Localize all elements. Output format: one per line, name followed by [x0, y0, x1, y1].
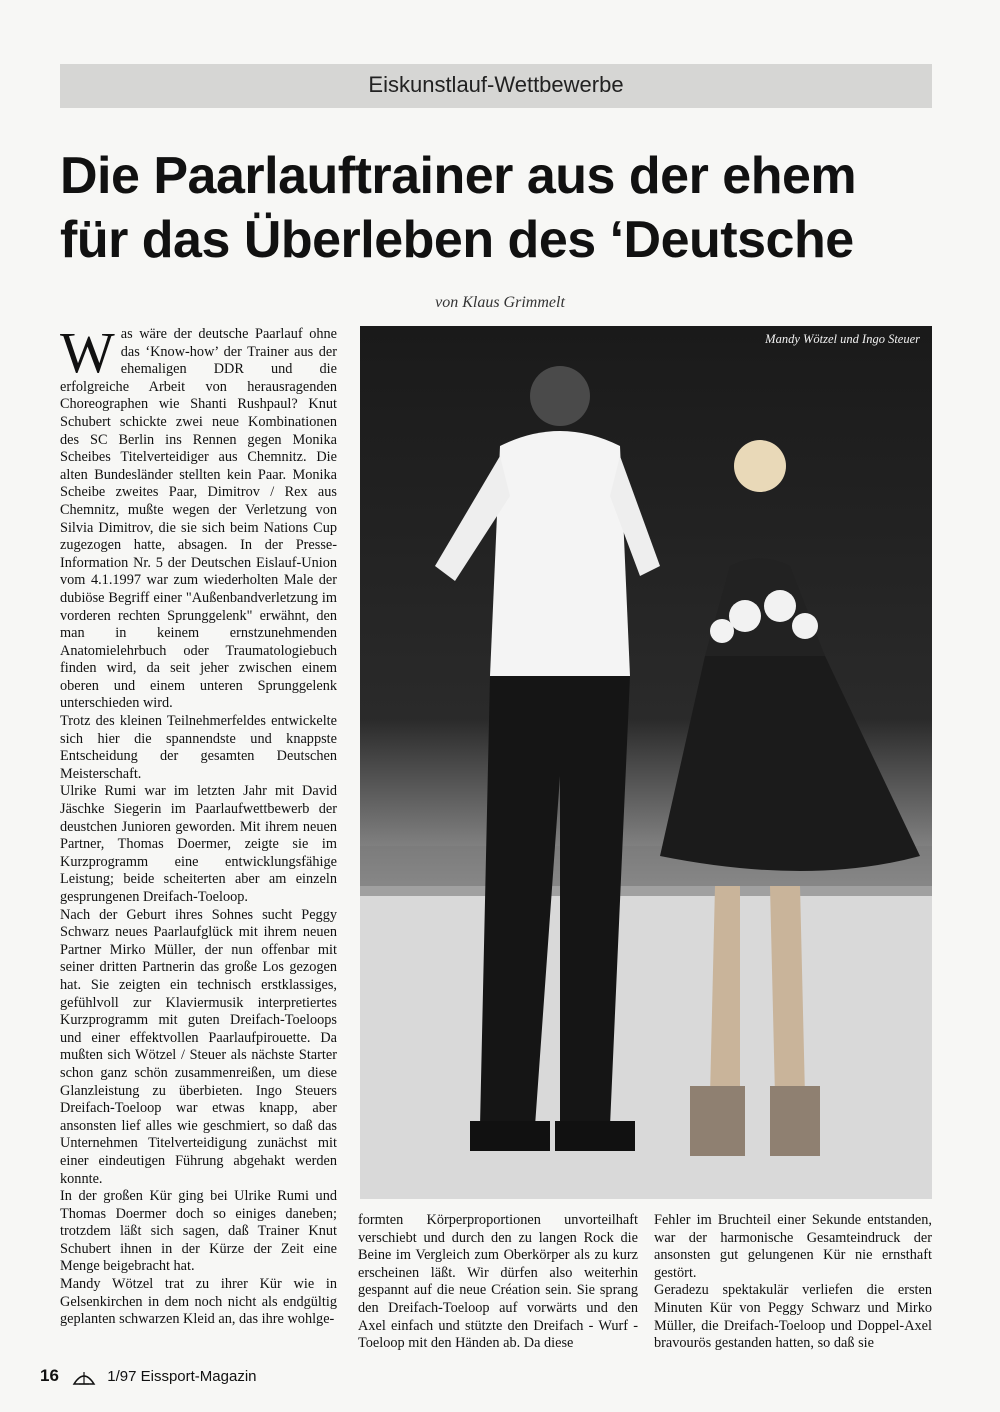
headline-line-2: für das Überleben des ‘Deutsche	[60, 211, 854, 269]
section-title: Eiskunstlauf-Wettbewerbe	[368, 72, 624, 97]
page-footer	[40, 1366, 257, 1388]
paragraph-6: Mandy Wötzel trat zu ihrer Kür wie in Gelsenkirchen in dem noch nicht als endgültig geplanten schwarzen Kleid an, das ihre wohlge-	[60, 1276, 337, 1328]
paragraph-8: Fehler im Bruchteil einer Sekunde entstanden, war der harmonische Gesamteindruck der ansonsten gut gelungenen Kür nie ernsthaft gestört.	[654, 1212, 932, 1281]
article-headline	[60, 144, 1000, 272]
paragraph-4: Nach der Geburt ihres Sohnes sucht Peggy Schwarz neues Paarlaufglück mit ihrem neuen Partner Mirko Müller, der nun offenbar mit seiner dritten Partnerin das große Los gezogen hat. Sie zeigten ein technisch erstklassiges, gefühlvoll zur Klaviermusik interpretiertes Kurzprogramm mit guten Dreifach-Toeloops und einer effektvollen Paarlaufpirouette. Da mußten sich Wötzel / Steuer als nächste Starter schon ganz schön zusammenreißen, um diese Glanzleistung zu überbieten. Ingo Steuers Dreifach-Toeloop war etwas knapp, aber ansonsten lief alles wie geschmiert, so daß das Unternehmen Titelverteidigung zunächst mit einer eindeutigen Führung abgehakt werden konnte.	[60, 906, 337, 1187]
drop-cap: W	[60, 320, 115, 385]
photo-skaters	[360, 326, 932, 1199]
page-number: 16	[40, 1366, 59, 1385]
photo-caption: Mandy Wötzel und Ingo Steuer	[765, 332, 920, 346]
paragraph-3: Ulrike Rumi war im letzten Jahr mit David Jäschke Siegerin im Paarlaufwettbewerb der deustchen Junioren geworden. Mit ihrem neuen Partner, Thomas Doermer, zeigte sie im Kurzprogramm eine entwicklungsfähige Leistung; beide scheiterten aber am einzeln gesprungenen Dreifach-Toeloop.	[60, 783, 337, 905]
headline-line-1: Die Paarlauftrainer aus der ehem	[60, 147, 857, 205]
paragraph-9: Geradezu spektakulär verliefen die ersten Minuten Kür von Peggy Schwarz und Mirko Müller, die Dreifach-Toeloop und Doppel-Axel bravourös gestanden hatten, so daß sie	[654, 1282, 932, 1352]
issue-label: 1/97 Eissport-Magazin	[107, 1368, 257, 1385]
column-1	[60, 320, 337, 1329]
paragraph-2: Trotz des kleinen Teilnehmerfeldes entwickelte sich hier die spannendste und knappste Entscheidung der gesamten Deutschen Meisterschaft.	[60, 713, 337, 782]
column-3	[654, 1212, 932, 1353]
paragraph-1-text: as wäre der deutsche Paarlauf ohne das ‘Know-how’ der Trainer aus der ehemaligen DDR und die erfolgreiche Arbeit von herausragenden Choreographen wie Shanti Rushpaul? Knut Schubert schickte zwei neue Kombinationen des SC Berlin ins Rennen gegen Monika Scheibes Titelverteidiger aus Chemnitz. Die alten Bundesländer stellten kein Paar. Monika Scheibe zweites Paar, Dimitrov / Rex aus Chemnitz, mußte wegen der Verletzung von Silvia Dimitrov, die sie sich beim Nations Cup zugezogen hatte, absagen. In der Presse-Information Nr. 5 der Deutschen Eislauf-Union vom 4.1.1997 war zum wiederholten Male der dubiöse Begriff einer "Außenbandverletzung im vorderen rechten Sprunggelenk" erwähnt, den man in keinem ernstzunehmenden Anatomielehrbuch oder Traumatologiebuch finden wird, da seit jeher zwischen einem oberen und einem unteren Sprunggelenk unterschieden wird.	[60, 326, 337, 712]
section-header	[60, 64, 932, 108]
column-2	[358, 1212, 638, 1353]
paragraph-7: formten Körperproportionen unvorteilhaft verschiebt und durch den zu langen Rock die Beine im Vergleich zum Oberkörper als zu kurz erscheinen läßt. Wir dürfen also weiterhin gespannt auf die neue Création sein. Sie sprang den Dreifach-Toeloop auf vorwärts und den Axel einfach und stützte den Dreifach - Wurf - Toeloop mit den Händen ab. Da diese	[358, 1212, 638, 1352]
byline: von Klaus Grimmelt	[435, 294, 565, 311]
paragraph-1	[60, 320, 337, 713]
paragraph-5: In der großen Kür ging bei Ulrike Rumi und Thomas Doermer doch so einiges daneben; trotzdem läßt sich sagen, daß Trainer Knut Schubert ihnen in der Kürze der Zeit eine Menge beigebracht hat.	[60, 1188, 337, 1275]
magazine-logo-icon	[71, 1366, 97, 1388]
skaters-illustration	[360, 326, 932, 1199]
